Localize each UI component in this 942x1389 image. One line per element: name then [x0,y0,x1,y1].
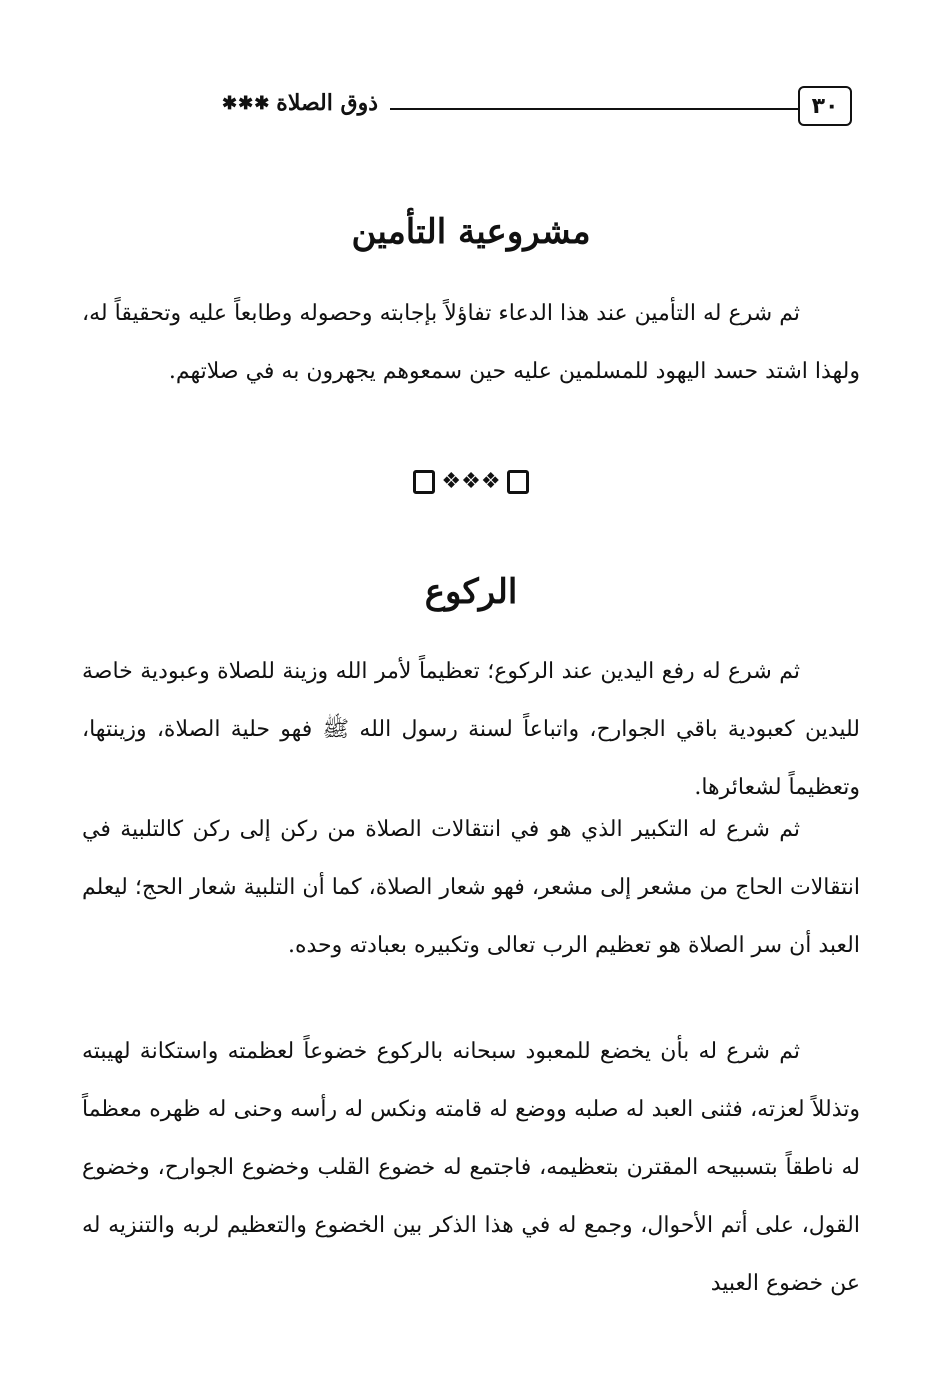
section-body-ruku-3 [82,1023,860,1313]
divider-square-right [507,470,529,494]
paragraph: ثم شرع له التكبير الذي هو في انتقالات الصلاة من ركن إلى ركن كالتلبية في انتقالات الحاج من مشعر إلى مشعر، فهو شعار الصلاة، كما أن التلبية شعار الحج؛ ليعلم العبد أن سر الصلاة هو تعظيم الرب تعالى وتكبيره بعبادته وحده. [82,817,860,958]
section-divider [0,470,942,494]
header-stars: ✱✱✱ [222,92,271,114]
paragraph: ثم شرع له رفع اليدين عند الركوع؛ تعظيماً لأمر الله وزينة للصلاة وعبودية خاصة لليدين كعبودية باقي الجوارح، واتباعاً لسنة رسول الله ﷺ فهو حلية الصلاة، وزينتها، وتعظيماً لشعائرها. [82,659,860,800]
header-title: ذوق الصلاة [276,90,378,116]
paragraph: ثم شرع له التأمين عند هذا الدعاء تفاؤلاً بإجابته وحصوله وطابعاً عليه وتحقيقاً له، ولهذا اشتد حسد اليهود للمسلمين عليه حين سمعوهم يجهرون به في صلاتهم. [82,301,860,384]
running-header [70,86,852,130]
paragraph: ثم شرع له بأن يخضع للمعبود سبحانه بالركوع خضوعاً لعظمته واستكانة لهيبته وتذللاً لعزته، فثنى العبد له صلبه ووضع له قامته ونكس له رأسه وحنى له ظهره معظماً له ناطقاً بتسبيحه المقترن بتعظيمه، فاجتمع له خضوع القلب وخضوع الجوارح، وخضوع القول، على أتم الأحوال، وجمع له في هذا الذكر بين الخضوع والتعظيم لربه والتنزيه له عن خضوع العبيد [82,1039,860,1296]
section-body-ruku-2 [82,801,860,975]
page-number: ٣٠ [798,86,852,126]
section-heading-ruku: الركوع [424,572,518,612]
divider-diamonds: ❖❖❖ [441,469,501,494]
divider-square-left [413,470,435,494]
header-title-block [78,90,378,116]
section-body-tamin [82,285,860,401]
header-rule [390,108,798,110]
section-heading-tamin: مشروعية التأمين [351,212,591,252]
section-body-ruku-1 [82,643,860,817]
